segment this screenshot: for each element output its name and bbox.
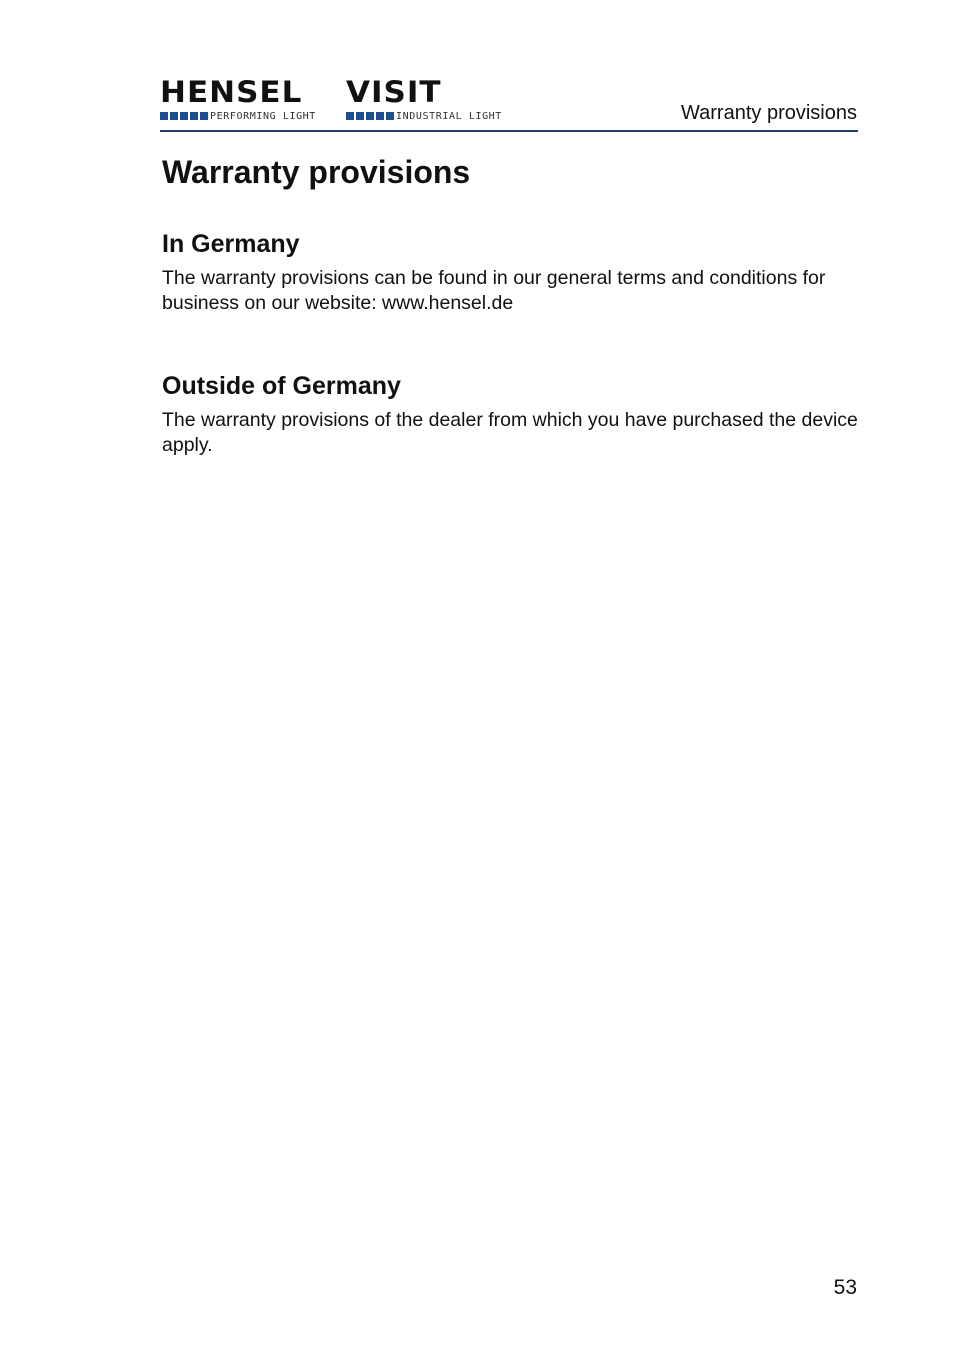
brand-squares-icon — [160, 112, 208, 120]
brand-squares-icon — [346, 112, 394, 120]
section-heading-outside-germany: Outside of Germany — [162, 372, 401, 400]
page-title: Warranty provisions — [162, 154, 471, 190]
section-text-outside-germany: The warranty provisions of the dealer from which you have purchased the device apply. — [162, 409, 858, 456]
hensel-logo — [160, 75, 316, 122]
visit-logo — [346, 75, 502, 122]
visit-logo-wordmark: VISIT — [346, 75, 442, 110]
section-text-in-germany: The warranty provisions can be found in our general terms and conditions for business on our website: www.hensel.de — [162, 267, 826, 314]
page-number: 53 — [833, 1276, 857, 1299]
page-header — [160, 75, 858, 132]
section-heading-in-germany: In Germany — [162, 230, 300, 258]
visit-logo-tagline: INDUSTRIAL LIGHT — [396, 110, 502, 122]
running-header-title: Warranty provisions — [681, 102, 857, 124]
hensel-logo-tagline: PERFORMING LIGHT — [210, 110, 316, 122]
hensel-logo-wordmark: HENSEL — [160, 75, 303, 110]
